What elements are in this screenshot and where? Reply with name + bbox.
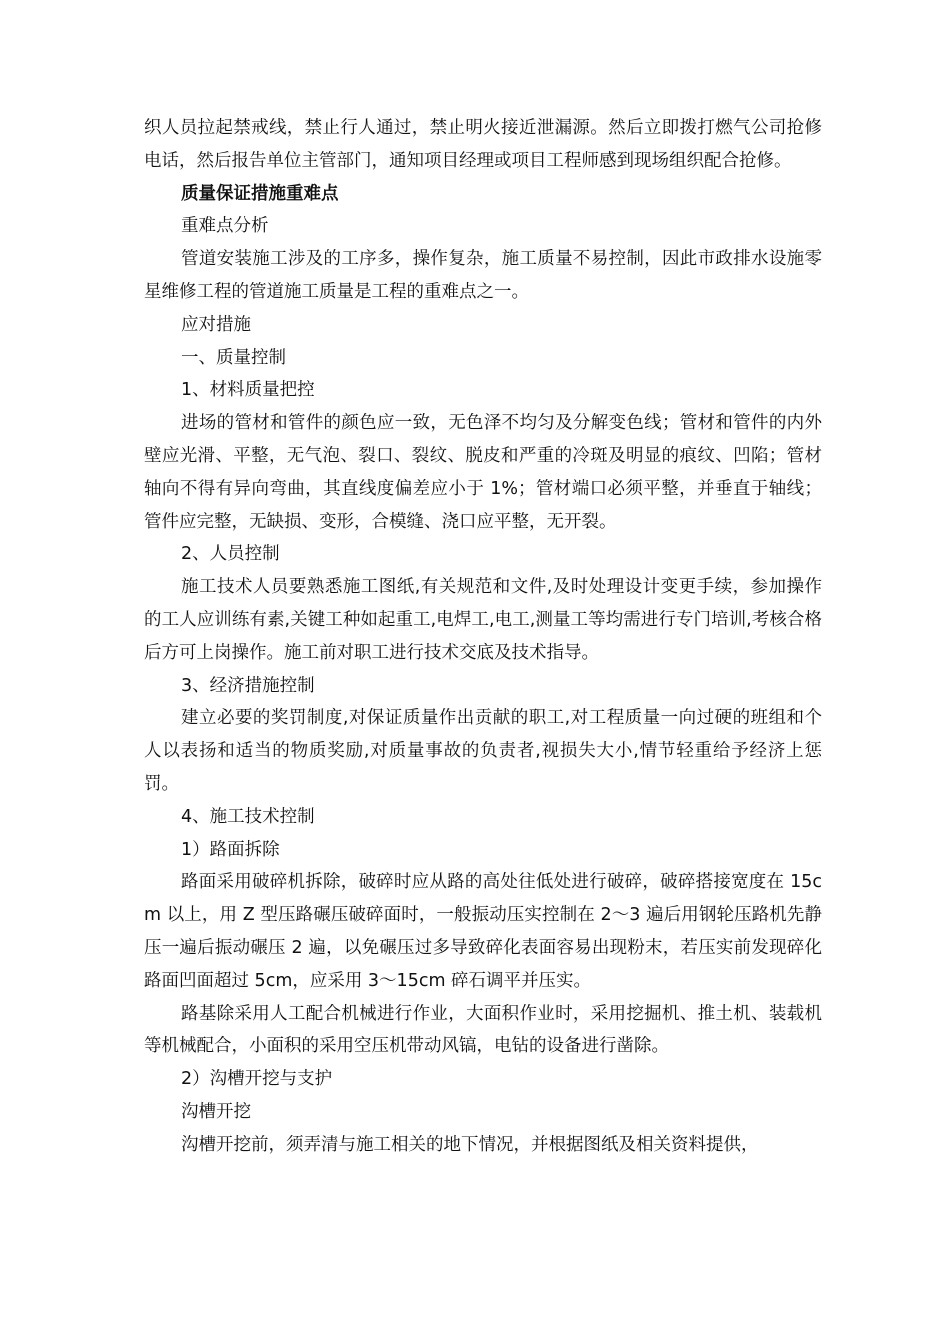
subheading: 3、经济措施控制	[181, 675, 315, 696]
subheading: 应对措施	[181, 314, 251, 335]
subheading: 一、质量控制	[181, 347, 286, 368]
paragraph: 进场的管材和管件的颜色应一致，无色泽不均匀及分解变色线；管材和管件的内外壁应光滑、平整，无气泡、裂口、裂纹、脱皮和严重的冷斑及明显的痕纹、凹陷；管材轴向不得有异向弯曲，其直线度偏差应小于 1%；管材端口必须平整，并垂直于轴线；管件应完整，无缺损、变形，合模缝、浇口应平整，无开裂。	[144, 413, 822, 532]
subheading: 2、人员控制	[181, 544, 280, 565]
subheading: 1、材料质量把控	[181, 380, 315, 401]
subheading: 2）沟槽开挖与支护	[181, 1069, 333, 1090]
paragraph-continued: 织人员拉起禁戒线，禁止行人通过，禁止明火接近泄漏源。然后立即拨打燃气公司抢修电话，然后报告单位主管部门，通知项目经理或项目工程师感到现场组织配合抢修。	[144, 118, 822, 171]
paragraph: 建立必要的奖罚制度,对保证质量作出贡献的职工,对工程质量一向过硬的班组和个人以表扬和适当的物质奖励,对质量事故的负责者,视损失大小,情节轻重给予经济上惩罚。	[144, 708, 822, 794]
subheading: 沟槽开挖	[181, 1101, 251, 1122]
subheading: 1）路面拆除	[181, 839, 280, 860]
document-body	[144, 112, 822, 1162]
paragraph: 管道安装施工涉及的工序多，操作复杂，施工质量不易控制，因此市政排水设施零星维修工程的管道施工质量是工程的重难点之一。	[144, 249, 822, 302]
paragraph: 沟槽开挖前，须弄清与施工相关的地下情况，并根据图纸及相关资料提供，	[181, 1134, 759, 1155]
paragraph: 路基除采用人工配合机械进行作业，大面积作业时，采用挖掘机、推土机、装载机等机械配合，小面积的采用空压机带动风镐，电钻的设备进行凿除。	[144, 1003, 822, 1057]
paragraph: 路面采用破碎机拆除，破碎时应从路的高处往低处进行破碎，破碎搭接宽度在 15cm 以上，用 Z 型压路碾压破碎面时，一般振动压实控制在 2～3 遍后用钢轮压路机先静压一遍后振动碾压 2 遍，以免碾压过多导致碎化表面容易出现粉末，若压实前发现碎化路面凹面超过 5cm，应采用 3～15cm 碎石调平并压实。	[144, 872, 822, 991]
paragraph: 施工技术人员要熟悉施工图纸,有关规范和文件,及时处理设计变更手续，参加操作的工人应训练有素,关键工种如起重工,电焊工,电工,测量工等均需进行专门培训,考核合格后方可上岗操作。施工前对职工进行技术交底及技术指导。	[144, 577, 822, 663]
section-heading: 质量保证措施重难点	[181, 183, 339, 204]
subheading: 重难点分析	[181, 216, 269, 237]
subheading: 4、施工技术控制	[181, 806, 315, 827]
